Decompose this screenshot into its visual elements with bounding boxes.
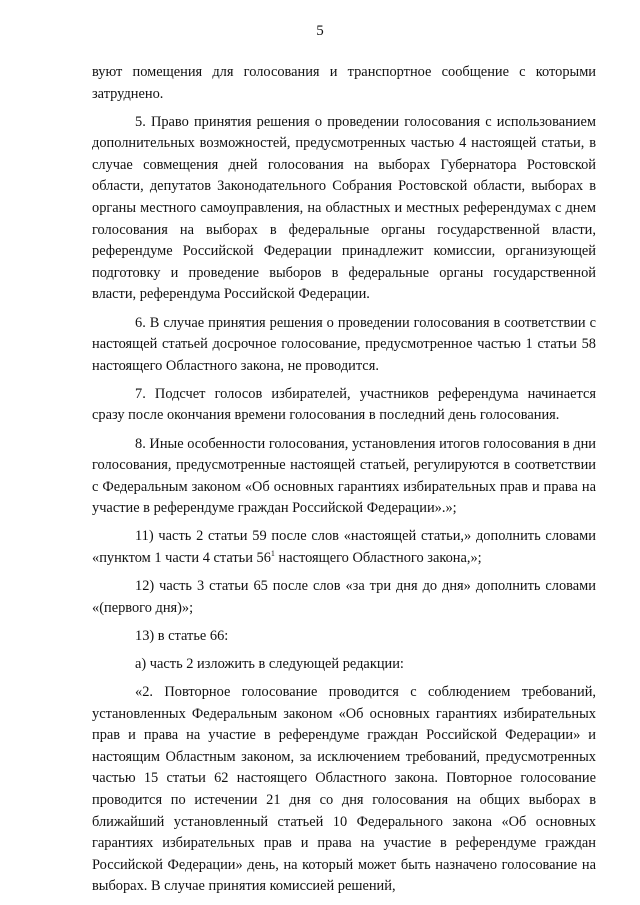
paragraph-amendment-13: 13) в статье 66: [135,627,229,644]
amendment-11-superscript: 1 [270,548,275,558]
paragraph-item-6: 6. В случае принятия решения о проведении голосования в соответствии с настоящей статьей досрочное голосование, предусмотренное частью 1 статьи 58 настоящего Областного закона, не проводится. [92,314,596,374]
amendment-11-text-end: настоящего Областного закона,»; [274,549,482,566]
amendment-11-text-start: 11) часть 2 статьи 59 после слов «настоящей статьи,» дополнить словами «пунктом 1 части 4 статьи 56 [92,528,596,566]
paragraph-item-5: 5. Право принятия решения о проведении голосования с использованием дополнительных возможностей, предусмотренных частью 4 настоящей статьи, в случае совмещения дней голосования на выборах Губернатора Ростовской области, депутатов Законодательного Собрания Ростовской области, выборах в органы местного самоуправления, на областных и местных референдумах с днем голосования на выборах в федеральные органы государственной власти, референдуме Российской Федерации принадлежит комиссии, организующей подготовку и проведение выборов в федеральные органы государственной власти, референдума Российской Федерации. [92,113,596,303]
paragraph-amendment-12: 12) часть 3 статьи 65 после слов «за три дня до дня» дополнить словами «(первого дня)»; [92,578,596,616]
paragraph-item-7: 7. Подсчет голосов избирателей, участников референдума начинается сразу после окончания времени голосования в последний день голосования. [92,385,596,424]
paragraph-item-8: 8. Иные особенности голосования, установления итогов голосования в дни голосования, предусмотренные настоящей статьей, регулируются в соответствии с Федеральным законом «Об основных гарантиях избирательных прав и права на участие в референдуме граждан Российской Федерации».»; [92,435,596,517]
paragraph-amendment-11 [92,526,596,569]
paragraph-continuation: вуют помещения для голосования и транспортное сообщение с которыми затруднено. [92,64,596,102]
page-number: 5 [316,23,324,39]
paragraph-new-part-2: «2. Повторное голосование проводится с соблюдением требований, установленных Федеральным законом «Об основных гарантиях избирательных прав и права на участие в референдуме граждан Российской Федерации» и настоящим Областным законом, за исключением требований, предусмотренных частью 15 статьи 62 настоящего Областного закона. Повторное голосование проводится по истечении 21 дня со дня голосования на общих выборах в ближайший установленный статьей 10 Федерального закона «Об основных гарантиях избирательных прав и права на участие в референдуме граждан Российской Федерации» день, на который может быть назначено голосование на выборах. В случае принятия комиссией решений, [92,683,596,895]
document-body [92,62,596,904]
paragraph-subitem-a: а) часть 2 изложить в следующей редакции: [135,655,404,672]
